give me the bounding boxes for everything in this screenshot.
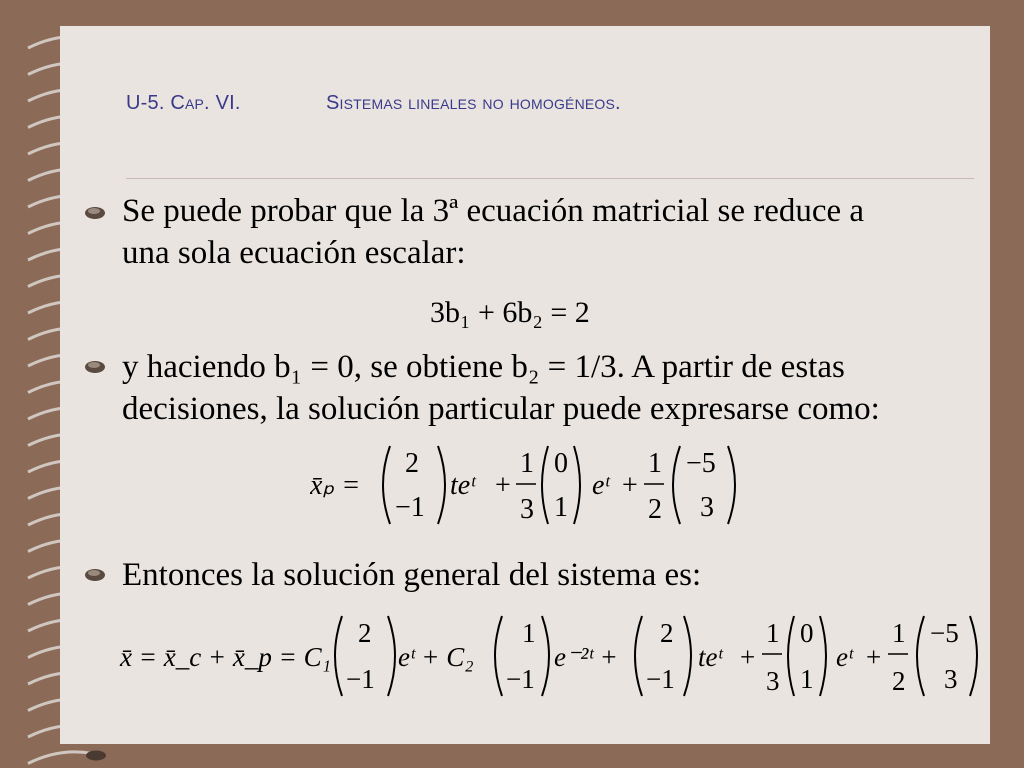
eq3-v5-b: 3 xyxy=(944,664,958,694)
eq2-v2-a: 0 xyxy=(554,448,568,479)
eq2-v1-b: −1 xyxy=(395,492,425,523)
eq3-t4: eᵗ xyxy=(836,642,853,672)
bullet-icon xyxy=(82,200,108,226)
eq3-frac1-den: 3 xyxy=(766,666,780,696)
eq2-lhs: x̄ₚ = xyxy=(310,470,361,501)
paragraph-1-line-2: una sola ecuación escalar: xyxy=(122,235,466,271)
equation-scalar: 3b₁ + 6b₂ = 2 xyxy=(430,296,590,329)
eq3-v5-a: −5 xyxy=(930,618,959,648)
equation-general xyxy=(118,610,988,702)
paragraph-3: Entonces la solución general del sistema es: xyxy=(122,557,702,593)
eq2-frac2-den: 2 xyxy=(648,494,662,525)
equation-particular xyxy=(310,440,750,530)
binding-hole xyxy=(86,751,106,761)
course-label: U-5. Cap. VI. xyxy=(126,92,241,114)
eq3-frac2-den: 2 xyxy=(892,666,906,696)
eq3-v2-b: −1 xyxy=(506,664,535,694)
eq3-v4-b: 1 xyxy=(800,664,814,694)
paragraph-2-line-1: y haciendo b₁ = 0, se obtiene b₂ = 1/3. A partir de estas xyxy=(122,349,845,385)
svg-text:+: + xyxy=(740,642,756,672)
binding-ring xyxy=(28,752,92,764)
eq3-frac1-num: 1 xyxy=(766,618,780,648)
paragraph-1 xyxy=(122,190,864,274)
bullet-icon xyxy=(82,354,108,380)
paragraph-2-line-2: decisiones, la solución particular puede expresarse como: xyxy=(122,391,880,427)
eq3-v3-a: 2 xyxy=(660,618,674,648)
bullet-icon xyxy=(82,562,108,588)
eq2-frac1-num: 1 xyxy=(520,448,534,479)
eq2-t2: eᵗ xyxy=(592,470,610,501)
section-title: Sistemas lineales no homogéneos. xyxy=(326,92,621,114)
eq3-v2-a: 1 xyxy=(522,618,536,648)
eq3-v4-a: 0 xyxy=(800,618,814,648)
eq3-t2: e⁻²ᵗ + xyxy=(554,642,618,672)
eq2-v1-a: 2 xyxy=(405,448,419,479)
svg-text:+: + xyxy=(622,470,638,501)
header-divider xyxy=(126,178,974,179)
eq3-v1-b: −1 xyxy=(346,664,375,694)
eq2-frac1-den: 3 xyxy=(520,494,534,525)
eq2-v2-b: 1 xyxy=(554,492,568,523)
eq3-v1-a: 2 xyxy=(358,618,372,648)
eq3-v3-b: −1 xyxy=(646,664,675,694)
eq2-v3-b: 3 xyxy=(700,492,714,523)
paragraph-2 xyxy=(122,346,880,430)
eq3-frac2-num: 1 xyxy=(892,618,906,648)
eq2-frac2-num: 1 xyxy=(648,448,662,479)
svg-text:+: + xyxy=(495,470,511,501)
eq2-t1: teᵗ xyxy=(450,470,475,501)
eq3-lhs: x̄ = x̄_c + x̄_p = C₁ xyxy=(120,642,331,672)
eq2-v3-a: −5 xyxy=(686,448,716,479)
svg-text:+: + xyxy=(866,642,882,672)
eq3-t3: teᵗ xyxy=(698,642,723,672)
slide-header xyxy=(126,92,621,115)
paragraph-1-line-1: Se puede probar que la 3ª ecuación matricial se reduce a xyxy=(122,193,865,229)
eq3-t1: eᵗ + C₂ xyxy=(398,642,474,672)
